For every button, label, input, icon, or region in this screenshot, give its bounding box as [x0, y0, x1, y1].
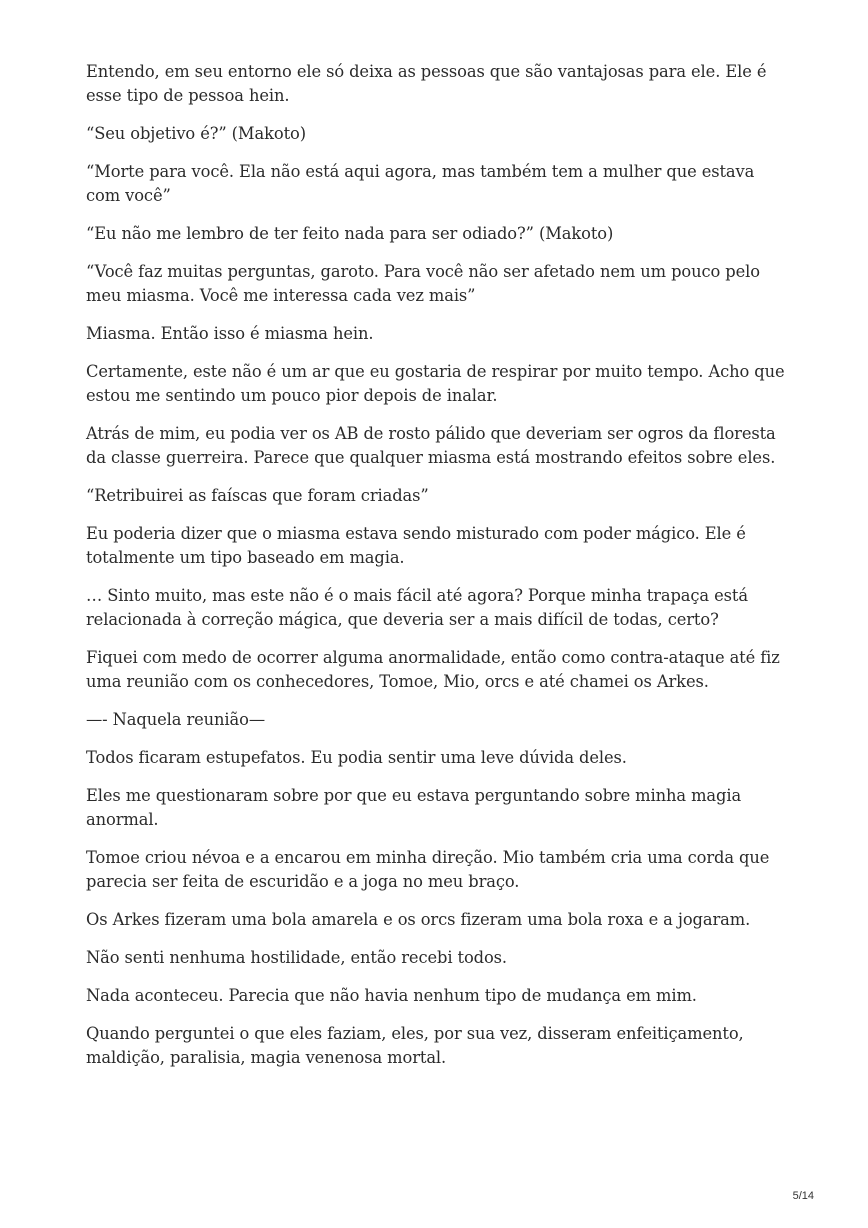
paragraph: Certamente, este não é um ar que eu gostaria de respirar por muito tempo. Acho que estou me sentindo um pouco pior depois de inalar.: [86, 362, 785, 405]
paragraph: “Morte para você. Ela não está aqui agora, mas também tem a mulher que estava com você”: [86, 162, 755, 205]
paragraph: Eu poderia dizer que o miasma estava sendo misturado com poder mágico. Ele é totalmente um tipo baseado em magia.: [86, 524, 746, 567]
paragraph: Tomoe criou névoa e a encarou em minha direção. Mio também cria uma corda que parecia ser feita de escuridão e a joga no meu braço.: [86, 848, 770, 891]
scene-break: —- Naquela reunião—: [86, 710, 266, 729]
paragraph: Nada aconteceu. Parecia que não havia nenhum tipo de mudança em mim.: [86, 986, 697, 1005]
document-body: [86, 60, 786, 1084]
paragraph: … Sinto muito, mas este não é o mais fácil até agora? Porque minha trapaça está relacionada à correção mágica, que deveria ser a mais difícil de todas, certo?: [86, 586, 748, 629]
paragraph: Eles me questionaram sobre por que eu estava perguntando sobre minha magia anormal.: [86, 786, 742, 829]
paragraph: Fiquei com medo de ocorrer alguma anormalidade, então como contra-ataque até fiz uma reunião com os conhecedores, Tomoe, Mio, orcs e até chamei os Arkes.: [86, 648, 780, 691]
paragraph: “Seu objetivo é?” (Makoto): [86, 124, 306, 143]
paragraph: Não senti nenhuma hostilidade, então recebi todos.: [86, 948, 507, 967]
paragraph: “Eu não me lembro de ter feito nada para ser odiado?” (Makoto): [86, 224, 614, 243]
paragraph: “Você faz muitas perguntas, garoto. Para você não ser afetado nem um pouco pelo meu miasma. Você me interessa cada vez mais”: [86, 262, 760, 305]
paragraph: Miasma. Então isso é miasma hein.: [86, 324, 374, 343]
paragraph: Entendo, em seu entorno ele só deixa as pessoas que são vantajosas para ele. Ele é esse tipo de pessoa hein.: [86, 62, 767, 105]
page-number: 5/14: [792, 1190, 814, 1202]
paragraph: Quando perguntei o que eles faziam, eles, por sua vez, disseram enfeitiçamento, maldição, paralisia, magia venenosa mortal.: [86, 1024, 744, 1067]
paragraph: “Retribuirei as faíscas que foram criadas”: [86, 486, 429, 505]
paragraph: Atrás de mim, eu podia ver os AB de rosto pálido que deveriam ser ogros da floresta da classe guerreira. Parece que qualquer miasma está mostrando efeitos sobre eles.: [86, 424, 776, 467]
paragraph: Os Arkes fizeram uma bola amarela e os orcs fizeram uma bola roxa e a jogaram.: [86, 910, 751, 929]
paragraph: Todos ficaram estupefatos. Eu podia sentir uma leve dúvida deles.: [86, 748, 627, 767]
